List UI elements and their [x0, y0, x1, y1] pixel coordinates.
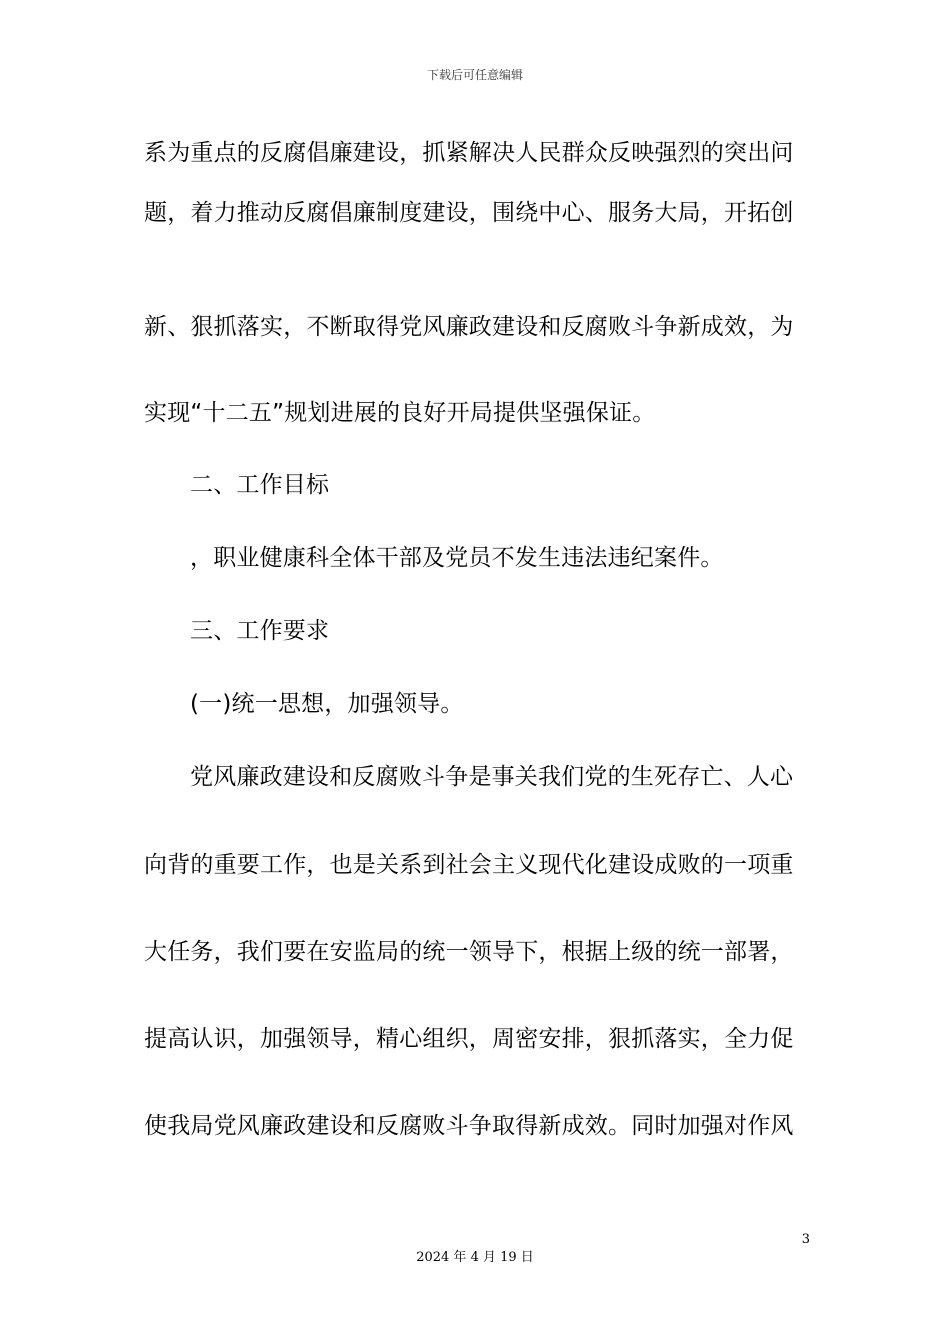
body-line: 提高认识，加强领导，精心组织，周密安排，狠抓落实，全力促	[144, 1026, 794, 1052]
body-line: ，职业健康科全体干部及党员不发生违法违纪案件。	[190, 545, 724, 571]
body-line: 题，着力推动反腐倡廉制度建设，围绕中心、服务大局，开拓创	[144, 200, 794, 226]
footer-date: 2024 年 4 月 19 日	[416, 1250, 534, 1265]
section-heading: 三、工作要求	[190, 618, 330, 644]
page-number: 3	[801, 1232, 810, 1247]
page-header: 下载后可任意编辑	[426, 68, 523, 82]
subsection-heading: (一)统一思想，加强领导。	[190, 691, 464, 717]
body-line: 使我局党风廉政建设和反腐败斗争取得新成效。同时加强对作风	[144, 1113, 794, 1139]
body-line: 新、狠抓落实，不断取得党风廉政建设和反腐败斗争新成效，为	[144, 314, 794, 340]
section-heading: 二、工作目标	[190, 472, 330, 498]
body-line: 系为重点的反腐倡廉建设，抓紧解决人民群众反映强烈的突出问	[144, 140, 794, 166]
body-line: 大任务，我们要在安监局的统一领导下，根据上级的统一部署，	[144, 939, 794, 965]
body-line: 向背的重要工作，也是关系到社会主义现代化建设成败的一项重	[144, 852, 794, 878]
body-line: 党风廉政建设和反腐败斗争是事关我们党的生死存亡、人心	[190, 764, 794, 790]
body-line: 实现“十二五”规划进展的良好开局提供坚强保证。	[144, 400, 656, 426]
